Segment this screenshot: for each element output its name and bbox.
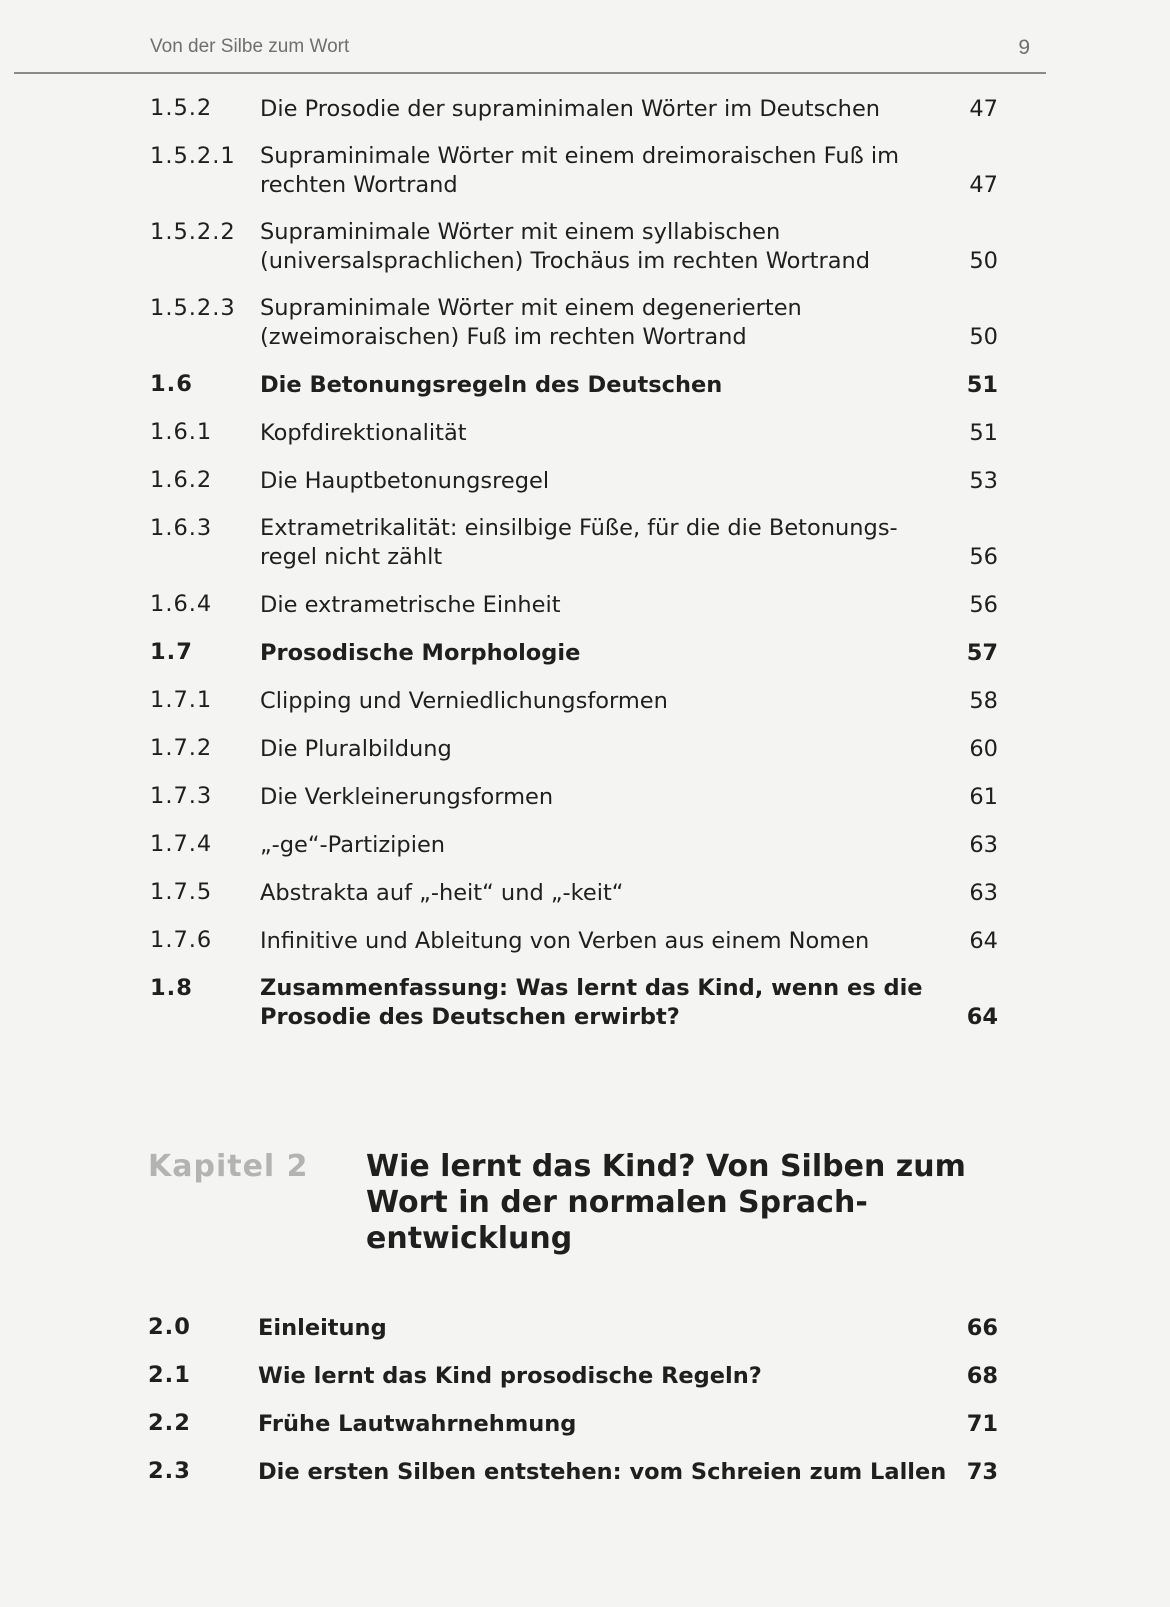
toc-entry <box>150 94 1000 124</box>
chapter-title: Wie lernt das Kind? Von Silben zum Wort in der normalen Sprach-entwicklung <box>366 1149 966 1256</box>
toc-entry-number: 1.6.4 <box>150 591 213 617</box>
toc-section-entry <box>148 1457 1000 1487</box>
toc-entry-title: Supraminimale Wörter mit einem dreimoraischen Fuß im rechten Wortrand <box>260 143 900 198</box>
table-of-contents <box>150 94 1000 1050</box>
toc-entry-number: 1.5.2 <box>150 95 213 121</box>
toc-entry-title: Clipping und Verniedlichungsformen <box>260 688 668 714</box>
toc-entry-page: 58 <box>969 688 998 714</box>
toc-entry-title: Die Hauptbetonungsregel <box>260 468 550 494</box>
toc-entry-number: 1.6.1 <box>150 419 213 445</box>
toc-entry-title: Die ersten Silben entstehen: vom Schreien zum Lallen <box>258 1459 947 1485</box>
toc-entry-title: Wie lernt das Kind prosodische Regeln? <box>258 1363 762 1389</box>
toc-entry <box>150 294 1000 352</box>
toc-entry <box>150 830 1000 860</box>
toc-entry-page: 56 <box>969 544 998 570</box>
toc-entry-number: 1.5.2.2 <box>150 219 236 245</box>
toc-entry-number: 1.7.4 <box>150 831 213 857</box>
toc-entry-number: 2.1 <box>148 1362 191 1388</box>
toc-entry-page: 73 <box>966 1459 998 1485</box>
toc-entry-title: Einleitung <box>258 1315 387 1341</box>
running-title: Von der Silbe zum Wort <box>150 36 350 57</box>
toc-entry-number: 1.6.2 <box>150 467 213 493</box>
toc-entry-page: 64 <box>969 928 998 954</box>
toc-entry <box>150 734 1000 764</box>
toc-section-entry <box>150 974 1000 1032</box>
toc-entry <box>150 514 1000 572</box>
toc-entry <box>150 590 1000 620</box>
toc-entry-number: 1.7.1 <box>150 687 213 713</box>
toc-entry-title: Die extrametrische Einheit <box>260 592 561 618</box>
toc-entry-number: 1.7.6 <box>150 927 213 953</box>
toc-entry-title: Die Pluralbildung <box>260 736 452 762</box>
toc-entry <box>150 686 1000 716</box>
toc-entry-title: Die Betonungsregeln des Deutschen <box>260 372 723 398</box>
toc-entry-title: Infinitive und Ableitung von Verben aus einem Nomen <box>260 928 870 954</box>
toc-entry-title: Die Verkleinerungsformen <box>260 784 554 810</box>
toc-entry-title: Die Prosodie der supraminimalen Wörter im Deutschen <box>260 96 881 122</box>
toc-entry-number: 2.0 <box>148 1314 191 1340</box>
toc-entry-number: 2.2 <box>148 1410 191 1436</box>
toc-entry-number: 1.7 <box>150 639 193 665</box>
toc-entry-title: Supraminimale Wörter mit einem syllabischen (universalsprachlichen) Trochäus im rechten Wortrand <box>260 219 871 274</box>
toc-entry-page: 47 <box>969 172 998 198</box>
toc-entry-page: 50 <box>969 324 998 350</box>
toc-entry-number: 1.5.2.3 <box>150 295 236 321</box>
toc-entry-page: 50 <box>969 248 998 274</box>
toc-entry-page: 68 <box>966 1363 998 1389</box>
toc-section-entry <box>148 1313 1000 1343</box>
toc-entry-page: 61 <box>969 784 998 810</box>
toc-entry-number: 1.6.3 <box>150 515 213 541</box>
toc-section-entry <box>150 370 1000 400</box>
toc-entry-page: 71 <box>966 1411 998 1437</box>
toc-entry <box>150 142 1000 200</box>
header-rule <box>14 72 1046 74</box>
toc-entry-number: 1.6 <box>150 371 193 397</box>
toc-entry-title: Supraminimale Wörter mit einem degenerierten (zweimoraischen) Fuß im rechten Wortrand <box>260 295 802 350</box>
toc-entry-title: Frühe Lautwahrnehmung <box>258 1411 577 1437</box>
toc-entry-page: 56 <box>969 592 998 618</box>
toc-entry-number: 1.5.2.1 <box>150 143 236 169</box>
toc-entry <box>150 466 1000 496</box>
chapter-label: Kapitel 2 <box>148 1149 309 1184</box>
toc-entry-page: 63 <box>969 832 998 858</box>
toc-entry-page: 60 <box>969 736 998 762</box>
toc-entry-number: 1.7.5 <box>150 879 213 905</box>
toc-entry-page: 57 <box>966 640 998 666</box>
toc-entry-number: 1.7.3 <box>150 783 213 809</box>
toc-entry-page: 51 <box>969 420 998 446</box>
toc-entry <box>150 878 1000 908</box>
toc-entry-title: Kopfdirektionalität <box>260 420 467 446</box>
toc-entry-number: 2.3 <box>148 1458 191 1484</box>
toc-entry <box>150 418 1000 448</box>
toc-entry-page: 66 <box>966 1315 998 1341</box>
chapter-heading <box>148 1149 998 1269</box>
toc-entry-title: „-ge“-Partizipien <box>260 832 446 858</box>
toc-entry-page: 64 <box>966 1004 998 1030</box>
toc-entry-page: 47 <box>969 96 998 122</box>
toc-entry-number: 1.8 <box>150 975 193 1001</box>
toc-section-entry <box>148 1361 1000 1391</box>
toc-entry-number: 1.7.2 <box>150 735 213 761</box>
toc-section-entry <box>150 638 1000 668</box>
toc-entry-page: 63 <box>969 880 998 906</box>
toc-entry-title: Abstrakta auf „-heit“ und „-keit“ <box>260 880 624 906</box>
chapter-table-of-contents <box>148 1313 1000 1505</box>
running-header <box>150 36 1030 66</box>
toc-entry-title: Prosodische Morphologie <box>260 640 581 666</box>
toc-entry <box>150 782 1000 812</box>
toc-entry-page: 53 <box>969 468 998 494</box>
toc-section-entry <box>148 1409 1000 1439</box>
toc-entry-title: Zusammenfassung: Was lernt das Kind, wenn es die Prosodie des Deutschen erwirbt? <box>260 975 923 1030</box>
toc-entry-title: Extrametrikalität: einsilbige Füße, für die die Betonungs-regel nicht zählt <box>260 515 898 570</box>
page-number: 9 <box>1018 36 1030 59</box>
toc-entry-page: 51 <box>966 372 998 398</box>
toc-entry <box>150 926 1000 956</box>
toc-entry <box>150 218 1000 276</box>
